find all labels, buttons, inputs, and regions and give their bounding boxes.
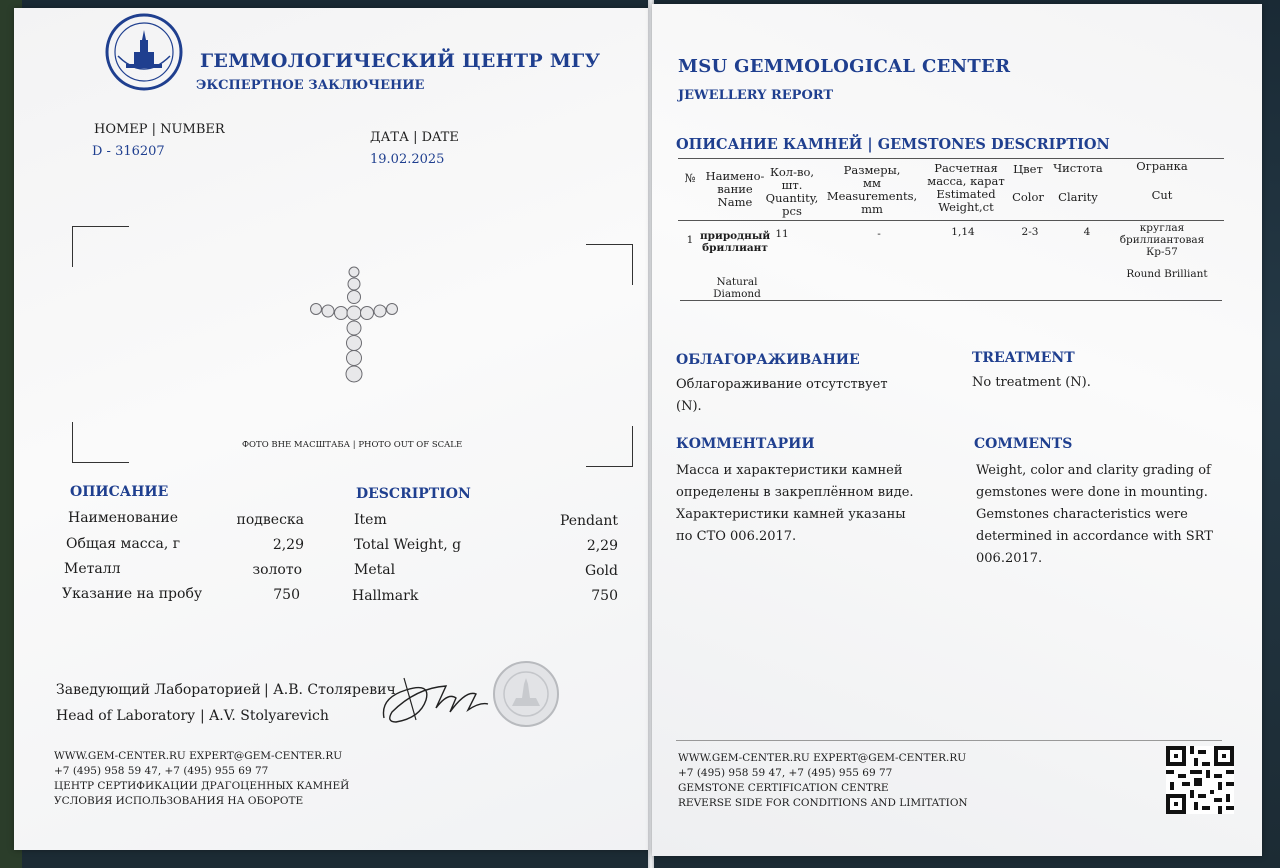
- cell-measurements: -: [877, 228, 881, 240]
- cell-name-ru: природный бриллиант: [700, 230, 771, 254]
- footer-line: +7 (495) 958 59 47, +7 (495) 955 69 77: [54, 765, 269, 777]
- org-name-en: MSU GEMMOLOGICAL CENTER: [678, 56, 1011, 77]
- treatment-title-en: TREATMENT: [972, 350, 1075, 366]
- head-of-lab-ru: Заведующий Лабораторией: [56, 682, 261, 698]
- cell-name-en: Natural Diamond: [713, 276, 761, 300]
- comments-title-ru: КОММЕНТАРИИ: [676, 436, 815, 452]
- report-type-en: JEWELLERY REPORT: [678, 88, 834, 103]
- row-value-ru: золото: [252, 562, 302, 578]
- row-label-en: Item: [354, 512, 387, 528]
- col-header-num: №: [684, 171, 696, 185]
- row-value-en: Pendant: [559, 513, 618, 529]
- right-page: [652, 4, 1262, 856]
- footer-line: WWW.GEM-CENTER.RU EXPERT@GEM-CENTER.RU: [678, 752, 967, 764]
- treatment-text-en: No treatment (N).: [972, 375, 1091, 390]
- row-value-ru: 2,29: [272, 537, 304, 553]
- cell-cut-en: Round Brilliant: [1126, 268, 1208, 280]
- col-header-cut: Огранка Cut: [1136, 159, 1188, 202]
- row-label-en: Hallmark: [352, 588, 419, 604]
- row-value-ru: подвеска: [236, 512, 304, 528]
- cell-weight: 1,14: [951, 226, 975, 238]
- number-value: D - 316207: [92, 144, 165, 159]
- photo-frame-corner: [72, 422, 129, 463]
- treatment-title-ru: ОБЛАГОРАЖИВАНИЕ: [676, 352, 860, 368]
- left-page: [14, 8, 650, 850]
- head-of-lab-en: Head of Laboratory: [56, 708, 196, 724]
- footer-rule: [676, 740, 1222, 741]
- footer-line: ЦЕНТР СЕРТИФИКАЦИИ ДРАГОЦЕННЫХ КАМНЕЙ: [54, 780, 350, 792]
- head-name-ru: | А.В. Столяревич: [264, 682, 396, 698]
- cell-color: 2-3: [1021, 226, 1039, 238]
- col-header-measurements: Размеры, мм Measurements, mm: [826, 163, 918, 216]
- date-value: 19.02.2025: [370, 152, 445, 167]
- cell-cut-ru: круглая бриллиантовая Кр-57: [1119, 222, 1205, 258]
- row-label-ru: Металл: [64, 561, 121, 577]
- msu-logo-icon: [104, 12, 184, 92]
- footer-line: REVERSE SIDE FOR CONDITIONS AND LIMITATION: [678, 797, 968, 809]
- row-label-ru: Указание на пробу: [62, 586, 203, 602]
- comments-text-ru: Масса и характеристики камней определены в закреплённом виде. Характеристики камней указаны по СТО 006.2017.: [676, 463, 914, 544]
- org-name-ru: ГЕММОЛОГИЧЕСКИЙ ЦЕНТР МГУ: [200, 50, 601, 72]
- row-value-ru: 750: [273, 587, 300, 603]
- col-header-weight: Расчетная масса, карат Estimated Weight,ct: [927, 161, 1005, 214]
- qr-code-icon[interactable]: [1166, 746, 1234, 814]
- description-title-ru: ОПИСАНИЕ: [70, 484, 169, 500]
- cell-quantity: 11: [775, 228, 789, 240]
- col-header-clarity: Чистота Clarity: [1053, 161, 1103, 204]
- footer-line: GEMSTONE CERTIFICATION CENTRE: [678, 782, 889, 794]
- table-header-rule: [678, 220, 1224, 221]
- row-value-en: 750: [591, 588, 618, 604]
- signature-icon: [376, 668, 492, 728]
- row-value-en: Gold: [584, 563, 618, 579]
- col-header-name: Наимено- вание Name: [705, 169, 765, 209]
- row-label-en: Metal: [354, 562, 396, 578]
- description-title-en: DESCRIPTION: [356, 486, 471, 502]
- row-label-ru: Общая масса, г: [66, 536, 181, 552]
- photo-frame-corner: [586, 244, 633, 285]
- table-bottom-rule: [680, 300, 1222, 301]
- comments-title-en: COMMENTS: [974, 436, 1073, 452]
- row-label-en: Total Weight, g: [354, 537, 462, 553]
- row-label-ru: Наименование: [68, 510, 178, 526]
- number-label: НОМЕР | NUMBER: [94, 122, 225, 137]
- head-name-en: | A.V. Stolyarevich: [200, 708, 329, 724]
- photo-frame-corner: [586, 426, 633, 467]
- col-header-color: Цвет Color: [1012, 162, 1044, 204]
- footer-line: WWW.GEM-CENTER.RU EXPERT@GEM-CENTER.RU: [54, 750, 343, 762]
- pendant-photo: [304, 264, 404, 390]
- photo-frame-corner: [72, 226, 129, 267]
- footer-line: +7 (495) 958 59 47, +7 (495) 955 69 77: [678, 767, 893, 779]
- row-value-en: 2,29: [586, 538, 618, 554]
- date-label: ДАТА | DATE: [370, 130, 459, 145]
- footer-line: УСЛОВИЯ ИСПОЛЬЗОВАНИЯ НА ОБОРОТЕ: [54, 795, 304, 807]
- report-type-ru: ЭКСПЕРТНОЕ ЗАКЛЮЧЕНИЕ: [196, 78, 425, 93]
- photo-caption: ФОТО ВНЕ МАСШТАБА | PHOTO OUT OF SCALE: [242, 440, 463, 450]
- col-header-quantity: Кол-во, шт. Quantity, pcs: [765, 165, 819, 218]
- gemstones-title: ОПИСАНИЕ КАМНЕЙ | GEMSTONES DESCRIPTION: [676, 136, 1110, 153]
- comments-text-en: Weight, color and clarity grading of gemstones were done in mounting. Gemstones characteristics were determined in accordance with SRT 006.2017.: [976, 463, 1213, 566]
- seal-stamp-icon: [492, 660, 560, 728]
- treatment-text-ru: Облагораживание отсутствует (N).: [676, 377, 888, 414]
- cell-clarity: 4: [1083, 226, 1091, 238]
- cell-num: 1: [686, 234, 694, 246]
